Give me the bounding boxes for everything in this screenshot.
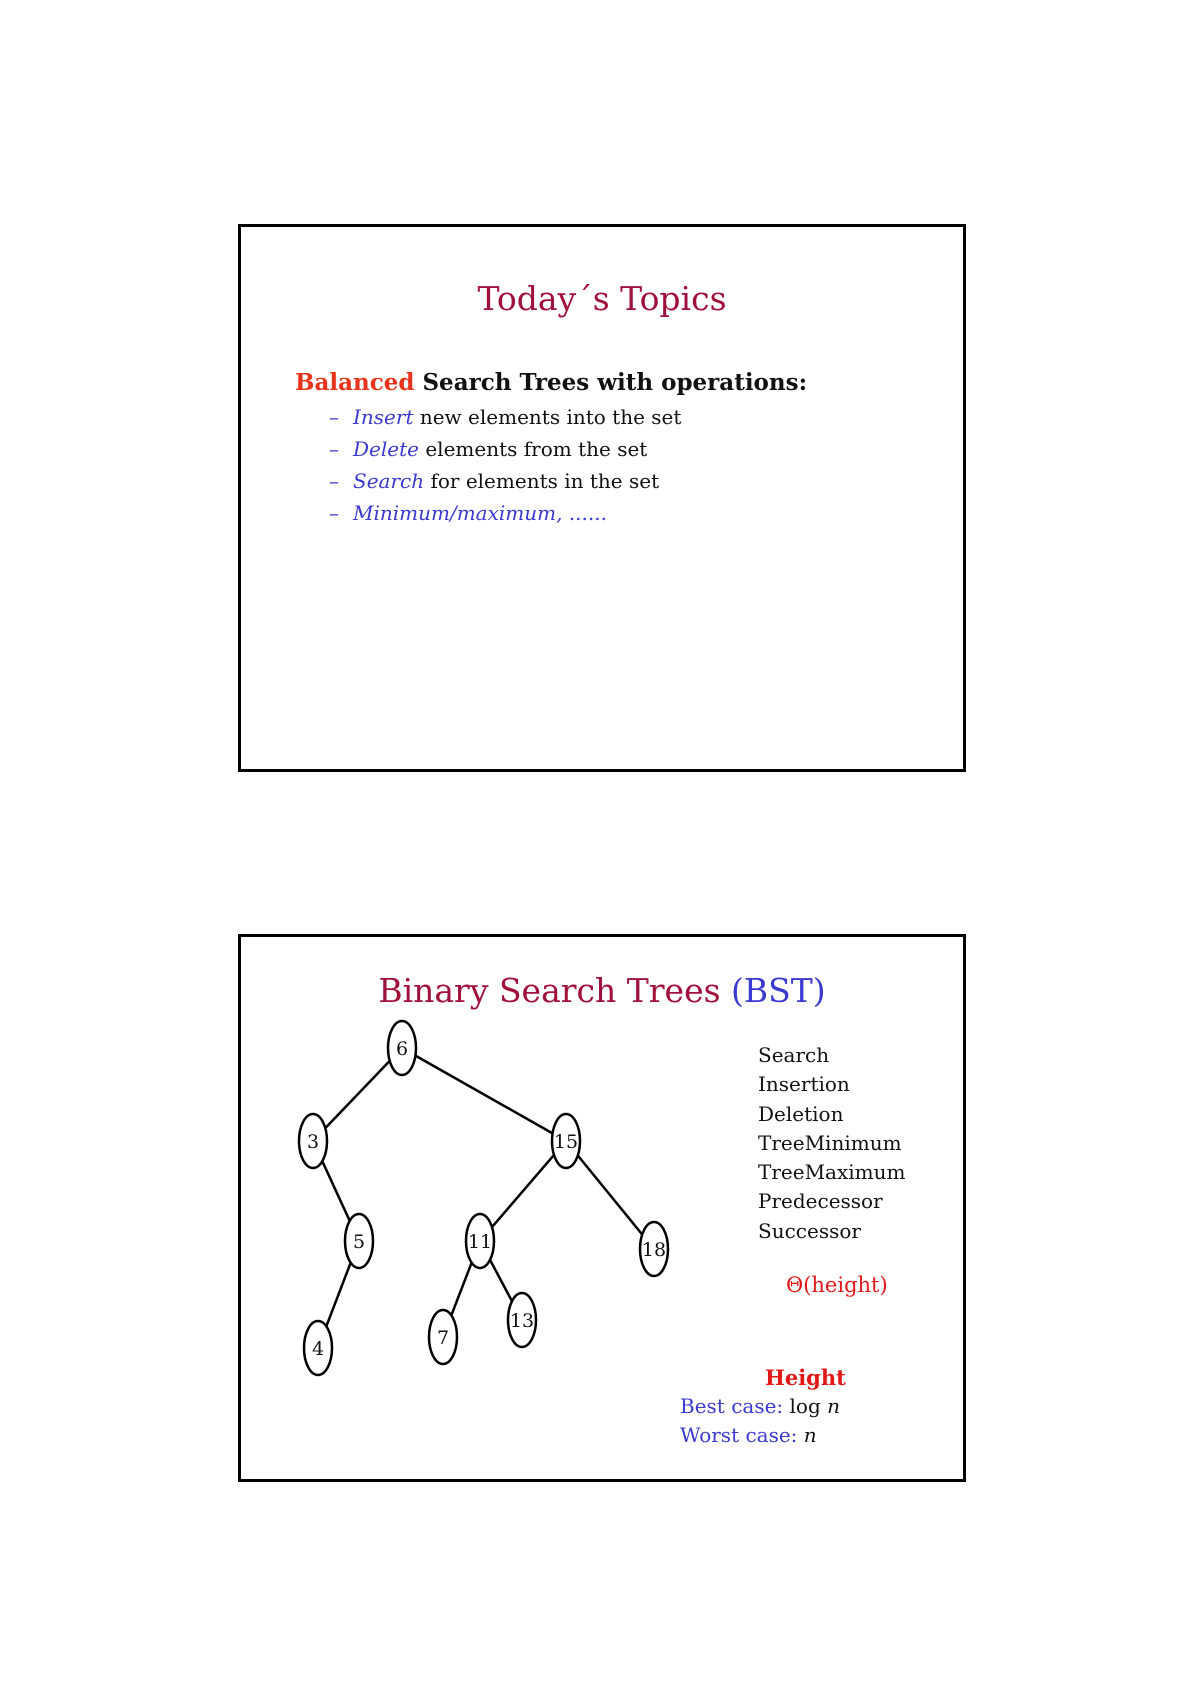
bullet-keyword: Insert	[353, 405, 414, 429]
operation-item: Insertion	[758, 1072, 850, 1097]
operation-item: Predecessor	[758, 1189, 883, 1214]
tree-node-5	[345, 1214, 373, 1268]
bullet-text: elements from the set	[418, 437, 648, 461]
tree-edge	[325, 1061, 389, 1128]
node-label: 13	[509, 1310, 535, 1332]
operation-item: TreeMinimum	[758, 1130, 902, 1155]
operation-item: Deletion	[758, 1101, 844, 1126]
worst-case-variable: n	[797, 1423, 817, 1447]
slide-todays-topics	[238, 224, 966, 772]
node-label: 18	[641, 1239, 667, 1261]
tree-node-13	[508, 1293, 536, 1347]
bullet-dash: –	[329, 469, 339, 493]
operation-item: TreeMaximum	[758, 1160, 906, 1185]
bullet-item	[329, 469, 681, 501]
node-label: 4	[311, 1338, 325, 1360]
bullet-item	[329, 405, 681, 437]
node-label: 15	[553, 1131, 579, 1153]
node-label: 7	[436, 1327, 450, 1349]
tree-node-3	[299, 1114, 327, 1168]
operation-item: Search	[758, 1043, 830, 1067]
tree-node-7	[429, 1310, 457, 1364]
tree-edge	[326, 1263, 350, 1327]
best-case-variable: n	[827, 1394, 841, 1418]
tree-edge	[490, 1260, 512, 1301]
bullet-keyword: Search	[353, 469, 425, 493]
node-label: 11	[467, 1231, 493, 1253]
bullet-dash: –	[329, 405, 339, 429]
bullet-dash: –	[329, 501, 339, 525]
complexity-label: Θ(height)	[786, 1273, 888, 1297]
tree-edge	[578, 1155, 642, 1234]
intro-accent: Balanced	[295, 369, 415, 396]
bullet-keyword: Minimum/maximum, ......	[353, 501, 607, 525]
worst-case-line	[680, 1423, 817, 1447]
tree-edge	[322, 1161, 349, 1221]
tree-node-6	[388, 1021, 416, 1075]
node-label: 5	[352, 1231, 366, 1253]
tree-edge	[451, 1263, 471, 1316]
node-label: 6	[395, 1038, 409, 1060]
best-case-value: log	[783, 1394, 828, 1418]
bullet-item	[329, 501, 681, 533]
tree-edge	[415, 1056, 552, 1134]
title-main: Binary Search Trees	[378, 971, 732, 1010]
node-label: 3	[306, 1131, 320, 1153]
tree-node-15	[552, 1114, 580, 1168]
worst-case-label: Worst case:	[680, 1423, 798, 1447]
operations-bullet-list	[329, 405, 681, 533]
best-case-line	[680, 1394, 840, 1418]
slide-binary-search-trees	[238, 934, 966, 1482]
tree-node-18	[640, 1222, 668, 1276]
tree-edge	[492, 1155, 554, 1227]
tree-edges	[322, 1056, 642, 1327]
bullet-keyword: Delete	[353, 437, 419, 461]
intro-rest: Search Trees with operations:	[414, 369, 808, 396]
height-heading: Height	[765, 1365, 846, 1390]
operation-item: Successor	[758, 1218, 861, 1243]
operations-list	[758, 1043, 905, 1248]
intro-line	[295, 369, 807, 396]
tree-node-4	[304, 1321, 332, 1375]
title-paren: (BST)	[731, 971, 826, 1010]
bullet-dash: –	[329, 437, 339, 461]
bullet-text: for elements in the set	[424, 469, 660, 493]
bullet-item	[329, 437, 681, 469]
best-case-label: Best case:	[680, 1394, 784, 1418]
tree-node-11	[466, 1214, 494, 1268]
slide-title: Today´s Topics	[477, 279, 727, 318]
bullet-text: new elements into the set	[413, 405, 682, 429]
